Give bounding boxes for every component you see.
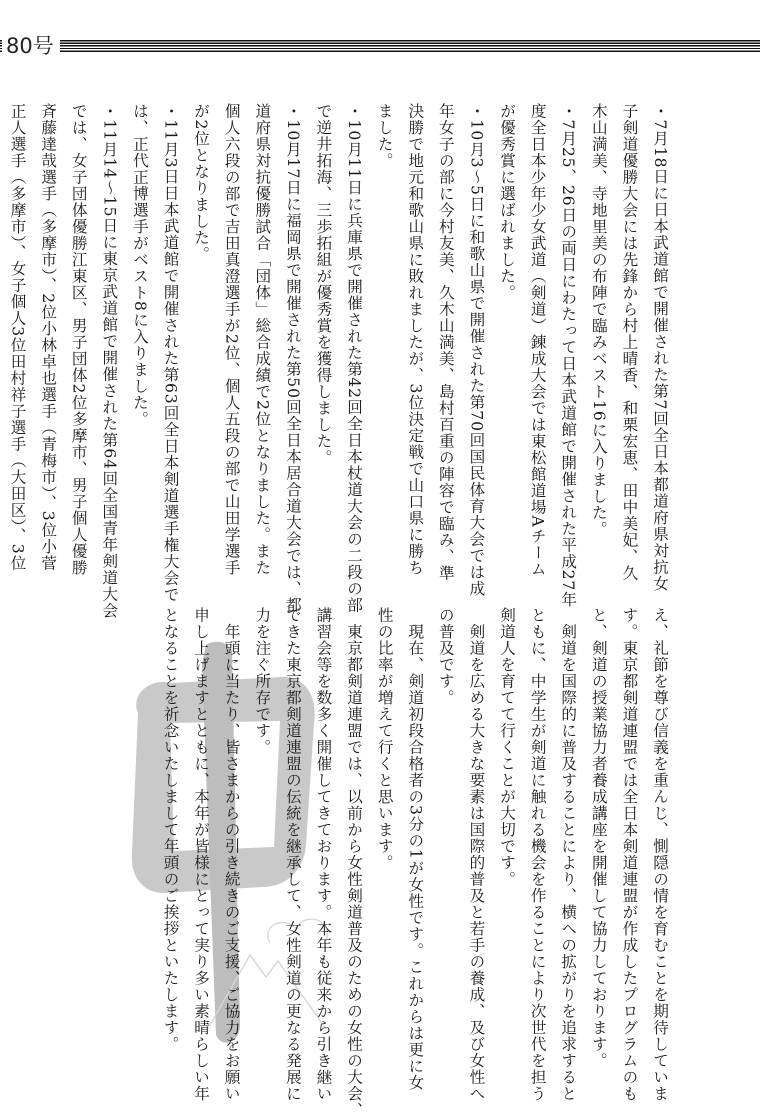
text-line: 東京都剣道連盟では、以前から女性剣道普及のための女性の大会、 (345, 607, 364, 1119)
text-line: 年女子の部に今村友美、久木山満美、島村百重の陣容で臨み、準 (436, 103, 455, 582)
text-line: 講習会等を数多く開催してきております。本年も従来から引き継い (314, 607, 333, 1102)
text-line: 木山満美、寺地里美の布陣で臨みベスト16に入りました。 (589, 103, 608, 538)
text-line: 斉藤達哉選手（多摩市）、2位小林卓也選手（青梅市）、3位小菅 (39, 103, 58, 572)
text-line: ・10月11日に兵庫県で開催された第42回全日本杖道大会の二段の部 (345, 103, 364, 614)
text-line: で逆井拓海、三歩拓組が優秀賞を獲得しました。 (314, 103, 333, 466)
text-line: ・10月3～5日に和歌山県で開催された第70回国民体育大会では成 (467, 103, 486, 597)
text-line: できた東京都剣道連盟の伝統を継承して、女性剣道の更なる発展に (283, 607, 302, 1102)
text-line: ・10月17日に福岡県で開催された第50回全日本居合道大会では、都 (283, 103, 302, 614)
text-line: ました。 (375, 103, 394, 169)
text-line: 剣道人を育てて行くことが大切です。 (498, 607, 517, 888)
text-line: 申し上げますとともに、本年が皆様にとって実り多い素晴らしい年 (192, 607, 211, 1102)
text-line: 剣道を国際的に普及することにより、横への拡がりを追求すると (559, 607, 578, 1102)
text-line: 性の比率が増えて行くと思います。 (375, 607, 394, 871)
text-line: 年頭に当たり、皆さまからの引き続きのご支援、ご協力をお願い (222, 607, 241, 1102)
text-line: ともに、中学生が剣道に触れる機会を作ることにより次世代を担う (528, 607, 547, 1102)
text-line: 正人選手（多摩市）、女子個人3位田村祥子選手（大田区）、3位 (8, 103, 27, 572)
bottom-text-block (155, 607, 675, 1119)
text-line: ・7月25、26日の両日にわたって日本武道館で開催された平成27年 (559, 103, 578, 608)
text-line: え、礼節を尊び信義を重んじ、惻隠の情を育むことを期待していま (651, 607, 669, 1102)
text-line: では、女子団体優勝江東区、男子団体2位多摩市、男子個人優勝 (69, 103, 88, 576)
top-text-block (0, 103, 675, 619)
text-line: 力を注ぐ所存です。 (253, 607, 272, 756)
header-stripe-bar (0, 40, 760, 52)
text-line: と、剣道の授業協力者養成講座を開催して協力しております。 (589, 607, 608, 1069)
text-line: の普及です。 (436, 607, 455, 706)
text-line: ・11月3日日本武道館で開催された第63回全日本剣道選手権大会で (161, 103, 180, 603)
text-line: 度全日本少年少女武道（剣道）錬成大会では東松館道場Aチーム (528, 103, 547, 578)
text-line: 子剣道優勝大会には先鋒から村上晴香、和栗宏恵、田中美妃、久 (620, 103, 639, 582)
text-line: が2位となりました。 (192, 103, 211, 263)
text-line: が優秀賞に選ばれました。 (498, 103, 517, 301)
page-header (0, 0, 760, 56)
text-line: す。東京都剣道連盟では全日本剣道連盟が作成したプログラムのも (620, 607, 639, 1102)
text-line: 現在、剣道初段合格者の3分の1が女性です。これからは更に女 (406, 607, 425, 1091)
text-line: は、正代正博選手がベスト8に入りました。 (130, 103, 149, 428)
text-line: となることを祈念いたしまして年頭のご挨拶といたします。 (161, 607, 180, 1053)
issue-number: 80号 (2, 34, 60, 58)
text-line: 決勝で地元和歌山県に敗れましたが、3位決定戦で山口県に勝ち (406, 103, 425, 576)
text-line: 個人六段の部で吉田真澄選手が2位、個人五段の部で山田学選手 (222, 103, 241, 576)
text-line: ・7月18日に日本武道館で開催された第7回全日本都道府県対抗女 (651, 103, 669, 592)
text-line: ・11月14～15日に東京武道館で開催された第64回全国青年剣道大会 (100, 103, 119, 619)
text-line: 道府県対抗優勝試合「団体」総合成績で2位となりました。また (253, 103, 272, 576)
text-line: 剣道を広める大きな要素は国際的普及と若手の養成、及び女性へ (467, 607, 486, 1102)
